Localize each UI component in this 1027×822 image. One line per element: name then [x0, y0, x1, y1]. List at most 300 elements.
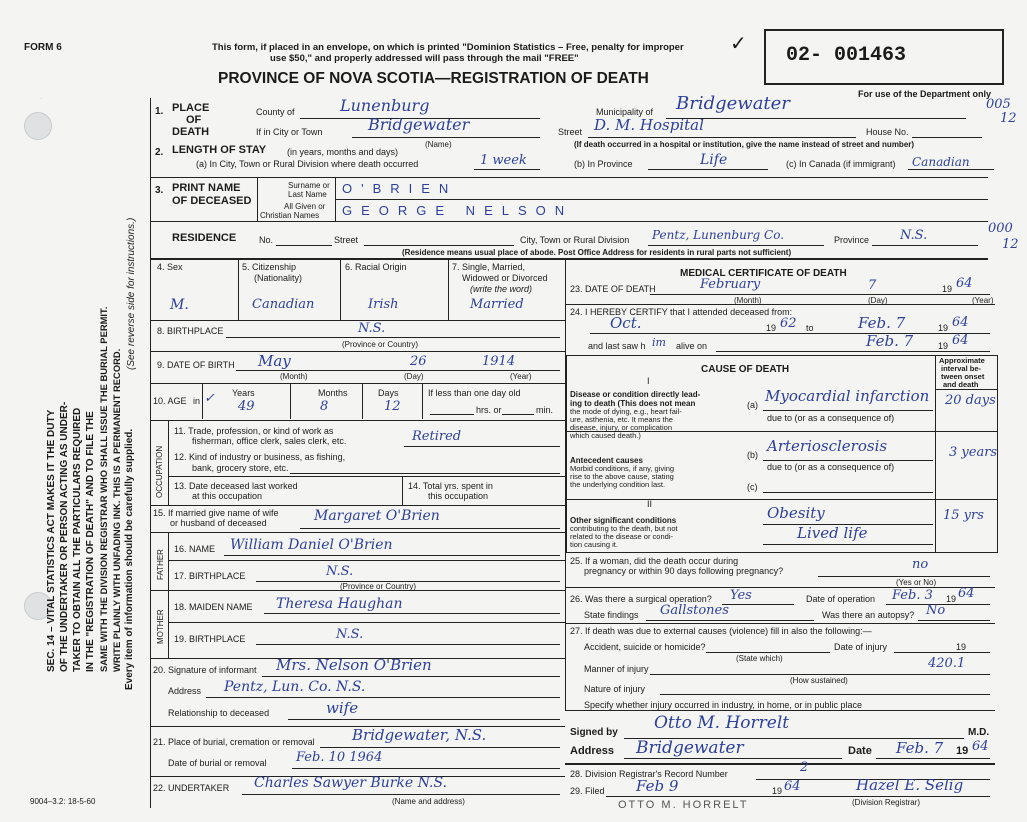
mail-notice-2: use $50," and properly addressed will pass through the mail "FREE" — [270, 53, 579, 64]
op-year-value: 64 — [958, 586, 975, 601]
op-date-value: Feb. 3 — [892, 588, 933, 603]
registrar-note: (Division Registrar) — [852, 798, 921, 807]
date-injury-label: Date of injury — [834, 642, 888, 652]
operation-row-line — [565, 623, 995, 624]
occ-13-label-1: 13. Date deceased last worked — [174, 481, 298, 491]
dod-line — [650, 294, 990, 295]
filed-value: Feb 9 — [636, 777, 679, 795]
age-in: in — [193, 396, 201, 406]
address-line — [624, 758, 842, 759]
pregnancy-value: no — [912, 557, 929, 572]
age-months-label: Months — [318, 388, 348, 398]
cause-a-label: (a) — [747, 400, 758, 410]
findings-line — [646, 620, 814, 621]
registration-number: 02- 001463 — [786, 44, 907, 67]
occ-11-value: Retired — [412, 429, 462, 444]
street-line — [588, 137, 856, 138]
surname-label-1: Surname or — [288, 181, 330, 190]
address-label: Address — [570, 745, 615, 757]
surname-value: O'BRIEN — [342, 181, 458, 196]
approx-4: and death — [943, 380, 979, 389]
surname-label-2: Last Name — [288, 190, 327, 199]
department-use-label: For use of the Department only — [858, 89, 992, 99]
cause-header-line — [935, 389, 997, 390]
disease-label-2: ing to death (This does not mean — [570, 399, 696, 408]
stay-c-label: (c) In Canada (if immigrant) — [786, 159, 896, 169]
medical-title: MEDICAL CERTIFICATE OF DEATH — [680, 268, 847, 279]
residence-no-label: No. — [259, 235, 274, 245]
last-saw-date: Feb. 7 — [866, 332, 914, 350]
residence-province-label: Province — [834, 235, 870, 245]
burial-place-line — [320, 747, 560, 748]
mother-name-line — [264, 613, 560, 614]
certify-from-month: Oct. — [610, 314, 642, 332]
date-value: Feb. 7 — [896, 739, 944, 757]
cause-of-death-table — [566, 355, 998, 553]
side-act-line-3: TAKER TO OBTAIN ALL THE PARTICULARS REQUIRED — [72, 407, 83, 672]
birthplace-line — [226, 337, 560, 338]
punch-hole-top — [24, 112, 52, 140]
sec3-num: 3. — [155, 185, 164, 196]
certify-19-a: 19 — [766, 323, 777, 333]
age-div-1 — [202, 383, 203, 419]
mother-birth-value: N.S. — [336, 627, 364, 642]
cause-part1-bottom — [567, 499, 997, 500]
op-date-label: Date of operation — [806, 594, 876, 604]
citizenship-label-2: (Nationality) — [254, 273, 303, 283]
birthplace-note: (Province or Country) — [342, 340, 419, 349]
citizenship-label-1: 5. Citizenship — [242, 262, 297, 272]
antecedent-label-1: Antecedent causes — [570, 456, 643, 465]
mother-name-value: Theresa Haughan — [276, 596, 403, 612]
racial-value: Irish — [368, 297, 399, 312]
cause-a-value: Myocardial infarction — [765, 387, 930, 405]
dod-day-label: (Day) — [868, 296, 888, 305]
cause-title: CAUSE OF DEATH — [701, 364, 790, 375]
father-bottom-line — [150, 590, 565, 591]
given-label-2: Christian Names — [260, 211, 320, 220]
sec2-sub: (in years, months and days) — [287, 147, 399, 157]
birthplace-label: 8. BIRTHPLACE — [157, 326, 224, 336]
mother-name-label: 18. MAIDEN NAME — [174, 602, 253, 612]
bleed-through-text: . — [40, 92, 43, 101]
dob-month-label: (Month) — [280, 372, 308, 381]
dept-code-3: 000 — [988, 221, 1013, 236]
occupation-vertical: OCCUPATION — [155, 445, 164, 498]
nature-line — [660, 694, 990, 695]
informant-address: Pentz, Lun. Co. N.S. — [224, 679, 366, 695]
specify-line — [565, 710, 995, 711]
date-line — [876, 758, 990, 759]
cause-b-line — [763, 460, 933, 461]
informant-signature: Mrs. Nelson O'Brien — [276, 656, 432, 674]
stay-b-label: (b) In Province — [574, 159, 633, 169]
registrar-signature: Hazel E. Selig — [856, 776, 964, 794]
state-which-note: (State which) — [736, 654, 783, 663]
how-sustained-note: (How sustained) — [790, 676, 848, 685]
side-act-line-5: SAME WITH THE DIVISION REGISTRAR WHO SHALL ISSUE THE BURIAL PERMIT. — [98, 306, 109, 672]
stay-c-line — [908, 169, 994, 170]
min-line — [502, 414, 534, 415]
racial-label: 6. Racial Origin — [345, 262, 407, 272]
wife-label-1: 15. If married give name of wife — [153, 508, 279, 518]
dod-year-label: (Year) — [972, 296, 994, 305]
dept-code-4: 12 — [1002, 237, 1019, 252]
burial-date-value: Feb. 10 1964 — [296, 750, 383, 765]
operation-label: 26. Was there a surgical operation? — [570, 594, 712, 604]
part-two: II — [647, 499, 653, 509]
marital-value: Married — [470, 297, 524, 312]
sec3-bottom-line — [150, 221, 988, 222]
md-label: M.D. — [968, 727, 990, 738]
filed-year-prefix: 19 — [772, 786, 783, 796]
occ-12-line — [290, 473, 560, 474]
informant-address-line — [206, 697, 560, 698]
city-line — [352, 137, 540, 138]
undertaker-label: 22. UNDERTAKER — [153, 783, 230, 793]
certify-from-line — [590, 333, 990, 334]
form-left-border — [150, 98, 151, 808]
certify-19-b: 19 — [938, 323, 949, 333]
dod-label: 23. DATE OF DEATH — [570, 284, 656, 294]
father-row-line — [168, 560, 565, 561]
residence-province-value: N.S. — [900, 228, 928, 243]
sec1-num: 1. — [155, 106, 164, 117]
signed-value: Otto M. Horrelt — [654, 713, 790, 733]
record-number-value: 2 — [800, 760, 809, 775]
stay-a-value: 1 week — [480, 153, 527, 168]
findings-value: Gallstones — [660, 603, 729, 618]
racial-divider — [448, 258, 449, 320]
dob-day: 26 — [410, 354, 427, 369]
part-one: I — [647, 376, 650, 386]
other-label-2: contributing to the death, but not — [570, 524, 678, 533]
marital-label-2: Widowed or Divorced — [462, 273, 548, 283]
interval-b-value: 3 years — [949, 445, 998, 460]
certify-from-year: 62 — [780, 316, 797, 331]
approx-1: Approximate — [939, 356, 985, 365]
occ-11-label-2: fisherman, office clerk, sales clerk, etc. — [192, 436, 347, 446]
informant-label: 20. Signature of informant — [153, 665, 257, 675]
footer-code: 9004–3.2: 18-5-60 — [30, 797, 96, 806]
burial-date-line — [292, 768, 560, 769]
disease-label-5: disease, injury, or complication — [570, 423, 672, 432]
wife-label-2: or husband of deceased — [170, 518, 267, 528]
dept-code-2: 12 — [1000, 111, 1017, 126]
cause-a-line — [763, 410, 933, 411]
dod-row-line — [565, 304, 995, 305]
father-name-line — [224, 555, 560, 556]
occ-13-divider — [402, 476, 403, 505]
county-value: Lunenburg — [340, 96, 430, 115]
mother-bar — [168, 590, 169, 658]
occ-12-label-1: 12. Kind of industry or business, as fishing, — [174, 452, 346, 462]
age-days-label: Days — [378, 388, 399, 398]
undertaker-note: (Name and address) — [392, 797, 465, 806]
age-row-line — [150, 420, 565, 421]
dod-day: 7 — [868, 278, 877, 293]
signed-label: Signed by — [570, 727, 618, 738]
burial-place-value: Bridgewater, N.S. — [352, 726, 487, 744]
residence-division-label: City, Town or Rural Division — [520, 235, 630, 245]
operation-line — [722, 604, 794, 605]
street-label: Street — [558, 127, 583, 137]
hospital-note: (If death occurred in a hospital or institution, give the name instead of street and number) — [574, 140, 915, 149]
occ-13-label-2: at this occupation — [192, 491, 263, 501]
form-number: FORM 6 — [24, 42, 62, 53]
name-sub-label: (Name) — [425, 140, 452, 149]
antecedent-label-2: Morbid conditions, if any, giving — [570, 464, 675, 473]
occ-11-line — [404, 446, 560, 447]
municipality-label: Municipality of — [596, 107, 654, 117]
father-birth-value: N.S. — [326, 564, 354, 579]
municipality-value: Bridgewater — [676, 93, 790, 114]
father-prov-note: (Province or Country) — [340, 582, 417, 591]
operation-value: Yes — [730, 588, 752, 603]
op-year-prefix: 19 — [946, 594, 957, 604]
other-value-2: Lived life — [797, 524, 868, 542]
residence-division-value: Pentz, Lunenburg Co. — [652, 228, 785, 242]
last-saw-line — [716, 351, 990, 352]
citizenship-value: Canadian — [252, 297, 315, 312]
sec3-label-1: PRINT NAME — [172, 182, 241, 194]
dob-month: May — [258, 352, 291, 370]
due-to-a: due to (or as a consequence of) — [767, 413, 895, 423]
age-years: 49 — [238, 399, 255, 414]
sec3-label-2: OF DECEASED — [172, 195, 252, 207]
residence-label: RESIDENCE — [172, 232, 237, 244]
filed-line — [606, 796, 990, 797]
residence-note: (Residence means usual place of abode. Post Office Address for residents in rural parts not sufficient) — [402, 248, 792, 257]
street-value: D. M. Hospital — [594, 116, 704, 134]
residence-bottom-line — [150, 258, 988, 260]
house-line — [912, 137, 982, 138]
sec3-top-line — [150, 177, 988, 178]
dod-year: 64 — [956, 276, 973, 291]
dod-month: February — [700, 277, 761, 292]
sec1-label-2: OF — [186, 114, 202, 126]
informant-address-label: Address — [168, 686, 202, 696]
stay-b-line — [648, 169, 768, 170]
last-saw-year: 64 — [952, 333, 969, 348]
age-label: 10. AGE — [153, 396, 187, 406]
disease-label-1: Disease or condition directly lead- — [570, 390, 701, 399]
father-vertical: FATHER — [156, 549, 165, 580]
undertaker-line — [242, 794, 560, 795]
stay-c-value: Canadian — [912, 155, 970, 169]
record-number-label: 28. Division Registrar's Record Number — [570, 769, 728, 779]
date-year-value: 64 — [972, 739, 989, 754]
filed-year-value: 64 — [784, 779, 801, 794]
antecedent-label-3: rise to the above cause, stating — [570, 472, 674, 481]
father-bar — [168, 532, 169, 590]
date-injury-line — [894, 652, 990, 653]
hrs-line — [430, 414, 474, 415]
sec2-num: 2. — [155, 147, 164, 158]
specify-label: Specify whether injury occurred in industry, in home, or in public place — [584, 700, 862, 710]
certify-to-year: 64 — [952, 315, 969, 330]
pregnancy-label-1: 25. If a woman, did the death occur during — [570, 556, 739, 566]
manner-label: Manner of injury — [584, 664, 649, 674]
other-label-3: related to the disease or condi- — [570, 532, 673, 541]
disease-label-6: which caused death.) — [570, 431, 641, 440]
certify-to-label: to — [806, 323, 814, 333]
birthplace-row-line — [150, 351, 565, 352]
dob-year: 1914 — [482, 354, 516, 369]
residence-province-line — [872, 245, 978, 246]
filed-label: 29. Filed — [570, 786, 605, 796]
side-act-line-1: SEC. 14 – VITAL STATISTICS ACT MAKES IT THE DUTY — [46, 409, 57, 672]
other-value-1: Obesity — [767, 504, 825, 522]
residence-no-line — [276, 245, 332, 246]
date-label: Date — [848, 745, 872, 757]
mother-row-line — [168, 622, 565, 623]
city-label: If in City or Town — [256, 127, 323, 137]
residence-street-line — [364, 245, 514, 246]
side-reverse-note: (See reverse side for instructions.) — [126, 217, 137, 370]
printed-physician-name: OTTO M. HORRELT — [618, 799, 749, 811]
date-year-prefix: 19 — [956, 745, 969, 757]
stay-a-line — [474, 169, 540, 170]
sec1-label-3: DEATH — [172, 126, 210, 138]
city-value: Bridgewater — [368, 115, 470, 134]
sex-label: 4. Sex — [157, 262, 183, 272]
cause-b-value: Arteriosclerosis — [767, 437, 888, 455]
under-day-label: If less than one day old — [428, 388, 521, 398]
pregnancy-label-2: pregnancy or within 90 days following pregnancy? — [584, 566, 784, 576]
residence-division-line — [648, 245, 824, 246]
father-birth-label: 17. BIRTHPLACE — [174, 571, 246, 581]
wife-line — [300, 528, 560, 529]
dob-year-label: (Year) — [510, 372, 532, 381]
other-label-1: Other significant conditions — [570, 516, 677, 525]
informant-line — [262, 676, 560, 677]
wife-row-line — [150, 532, 565, 533]
side-care-note: Every item of information should be carefully supplied. — [124, 428, 135, 690]
wife-value: Margaret O'Brien — [314, 508, 440, 524]
mail-notice-1: This form, if placed in an envelope, on which is printed "Dominion Statistics – Free, penalty for improper — [212, 42, 684, 53]
other-line-2 — [763, 544, 933, 545]
registration-number-box — [764, 29, 1004, 85]
age-months: 8 — [320, 399, 329, 414]
approx-2: interval be- — [941, 364, 982, 373]
age-years-label: Years — [232, 388, 255, 398]
min-label: min. — [536, 405, 554, 415]
stay-b-value: Life — [700, 152, 728, 168]
disease-label-4: ure, asthenia, etc. It means the — [570, 415, 673, 424]
cause-c-label: (c) — [747, 482, 758, 492]
certify-19-c: 19 — [938, 341, 949, 351]
last-saw-label: and last saw h — [588, 341, 646, 351]
dod-year-prefix: 19 — [942, 284, 953, 294]
dob-label: 9. DATE OF BIRTH — [157, 360, 235, 370]
given-value: GEORGE NELSON — [342, 203, 574, 218]
given-label-1: All Given or — [284, 202, 326, 211]
mother-birth-line — [256, 644, 560, 645]
occ-row-line — [168, 476, 565, 477]
occ-11-label-1: 11. Trade, profession, or kind of work as — [174, 426, 334, 436]
father-name-value: William Daniel O'Brien — [230, 537, 393, 553]
disease-label-3: the mode of dying, e.g., heart fail- — [570, 407, 682, 416]
signature-bottom-line — [565, 763, 995, 765]
sec3-mid-line — [335, 199, 988, 200]
sex-value: M. — [170, 297, 189, 313]
alive-on-label: alive on — [676, 341, 708, 351]
external-label: 27. If death was due to external causes (violence) fill in also the following:— — [570, 626, 872, 636]
relationship-line — [288, 719, 560, 720]
mother-vertical: MOTHER — [156, 609, 165, 644]
side-act-line-6: WRITE PLAINLY WITH UNFADING INK. THIS IS A PERMANENT RECORD. — [111, 348, 122, 672]
check-mark: ✓ — [730, 33, 747, 55]
cause-a-bottom — [567, 431, 997, 432]
other-line-1 — [763, 524, 933, 525]
side-act-line-4: IN THE "REGISTRATION OF DEATH" AND TO FILE THE — [85, 411, 96, 672]
age-div-3 — [362, 383, 363, 419]
burial-place-label: 21. Place of burial, cremation or removal — [153, 737, 315, 747]
cause-interval-divider — [935, 356, 936, 552]
relationship-label: Relationship to deceased — [168, 708, 270, 718]
approx-3: tween onset — [941, 372, 985, 381]
occupation-bottom-line — [150, 505, 565, 506]
certify-label: 24. I HEREBY CERTIFY that I attended deceased from: — [570, 307, 793, 317]
due-to-b: due to (or as a consequence of) — [767, 462, 895, 472]
antecedent-label-4: the underlying condition last. — [570, 480, 666, 489]
dept-code-1: 005 — [986, 97, 1011, 112]
cause-c-line — [763, 492, 933, 493]
interval-a-value: 20 days — [945, 393, 996, 408]
occ-14-label-1: 14. Total yrs. spent in — [408, 481, 493, 491]
dob-row-line — [150, 383, 565, 384]
sec2-label: LENGTH OF STAY — [172, 144, 267, 156]
age-days: 12 — [384, 399, 401, 414]
municipality-line — [666, 118, 966, 119]
nature-label: Nature of injury — [584, 684, 646, 694]
findings-label: State findings — [584, 610, 639, 620]
autopsy-label: Was there an autopsy? — [822, 610, 915, 620]
relationship-value: wife — [326, 699, 359, 717]
age-check: ✓ — [204, 391, 215, 406]
injury-year-prefix: 19 — [956, 642, 967, 652]
burial-date-label: Date of burial or removal — [168, 758, 267, 768]
dob-day-label: (Day) — [404, 372, 424, 381]
age-div-2 — [290, 383, 291, 419]
autopsy-value: No — [926, 603, 946, 618]
sec3-divider — [257, 177, 258, 221]
marital-label-3: (write the word) — [470, 284, 533, 294]
yes-no-note: (Yes or No) — [896, 578, 937, 587]
birthplace-value: N.S. — [358, 321, 386, 336]
interval-other-value: 15 yrs — [943, 508, 984, 523]
age-div-4 — [422, 383, 423, 419]
hrs-label: hrs. or — [476, 405, 502, 415]
form-title: PROVINCE OF NOVA SCOTIA—REGISTRATION OF DEATH — [218, 70, 649, 87]
side-act-line-2: OF THE UNDERTAKER OR PERSON ACTING AS UNDER- — [59, 401, 70, 672]
accident-label: Accident, suicide or homicide? — [584, 642, 706, 652]
sex-divider — [238, 258, 239, 320]
cause-b-label: (b) — [747, 450, 758, 460]
address-value: Bridgewater — [636, 738, 744, 758]
autopsy-line — [918, 620, 990, 621]
father-name-label: 16. NAME — [174, 544, 216, 554]
occ-12-label-2: bank, grocery store, etc. — [192, 463, 289, 473]
occ-14-label-2: this occupation — [428, 491, 489, 501]
dod-month-label: (Month) — [734, 296, 762, 305]
mother-birth-label: 19. BIRTHPLACE — [174, 634, 246, 644]
last-saw-pronoun: im — [652, 336, 666, 349]
occupation-bar — [168, 420, 169, 505]
stay-a-label: (a) In City, Town or Rural Division where death occurred — [196, 159, 419, 169]
residence-street-label: Street — [334, 235, 359, 245]
